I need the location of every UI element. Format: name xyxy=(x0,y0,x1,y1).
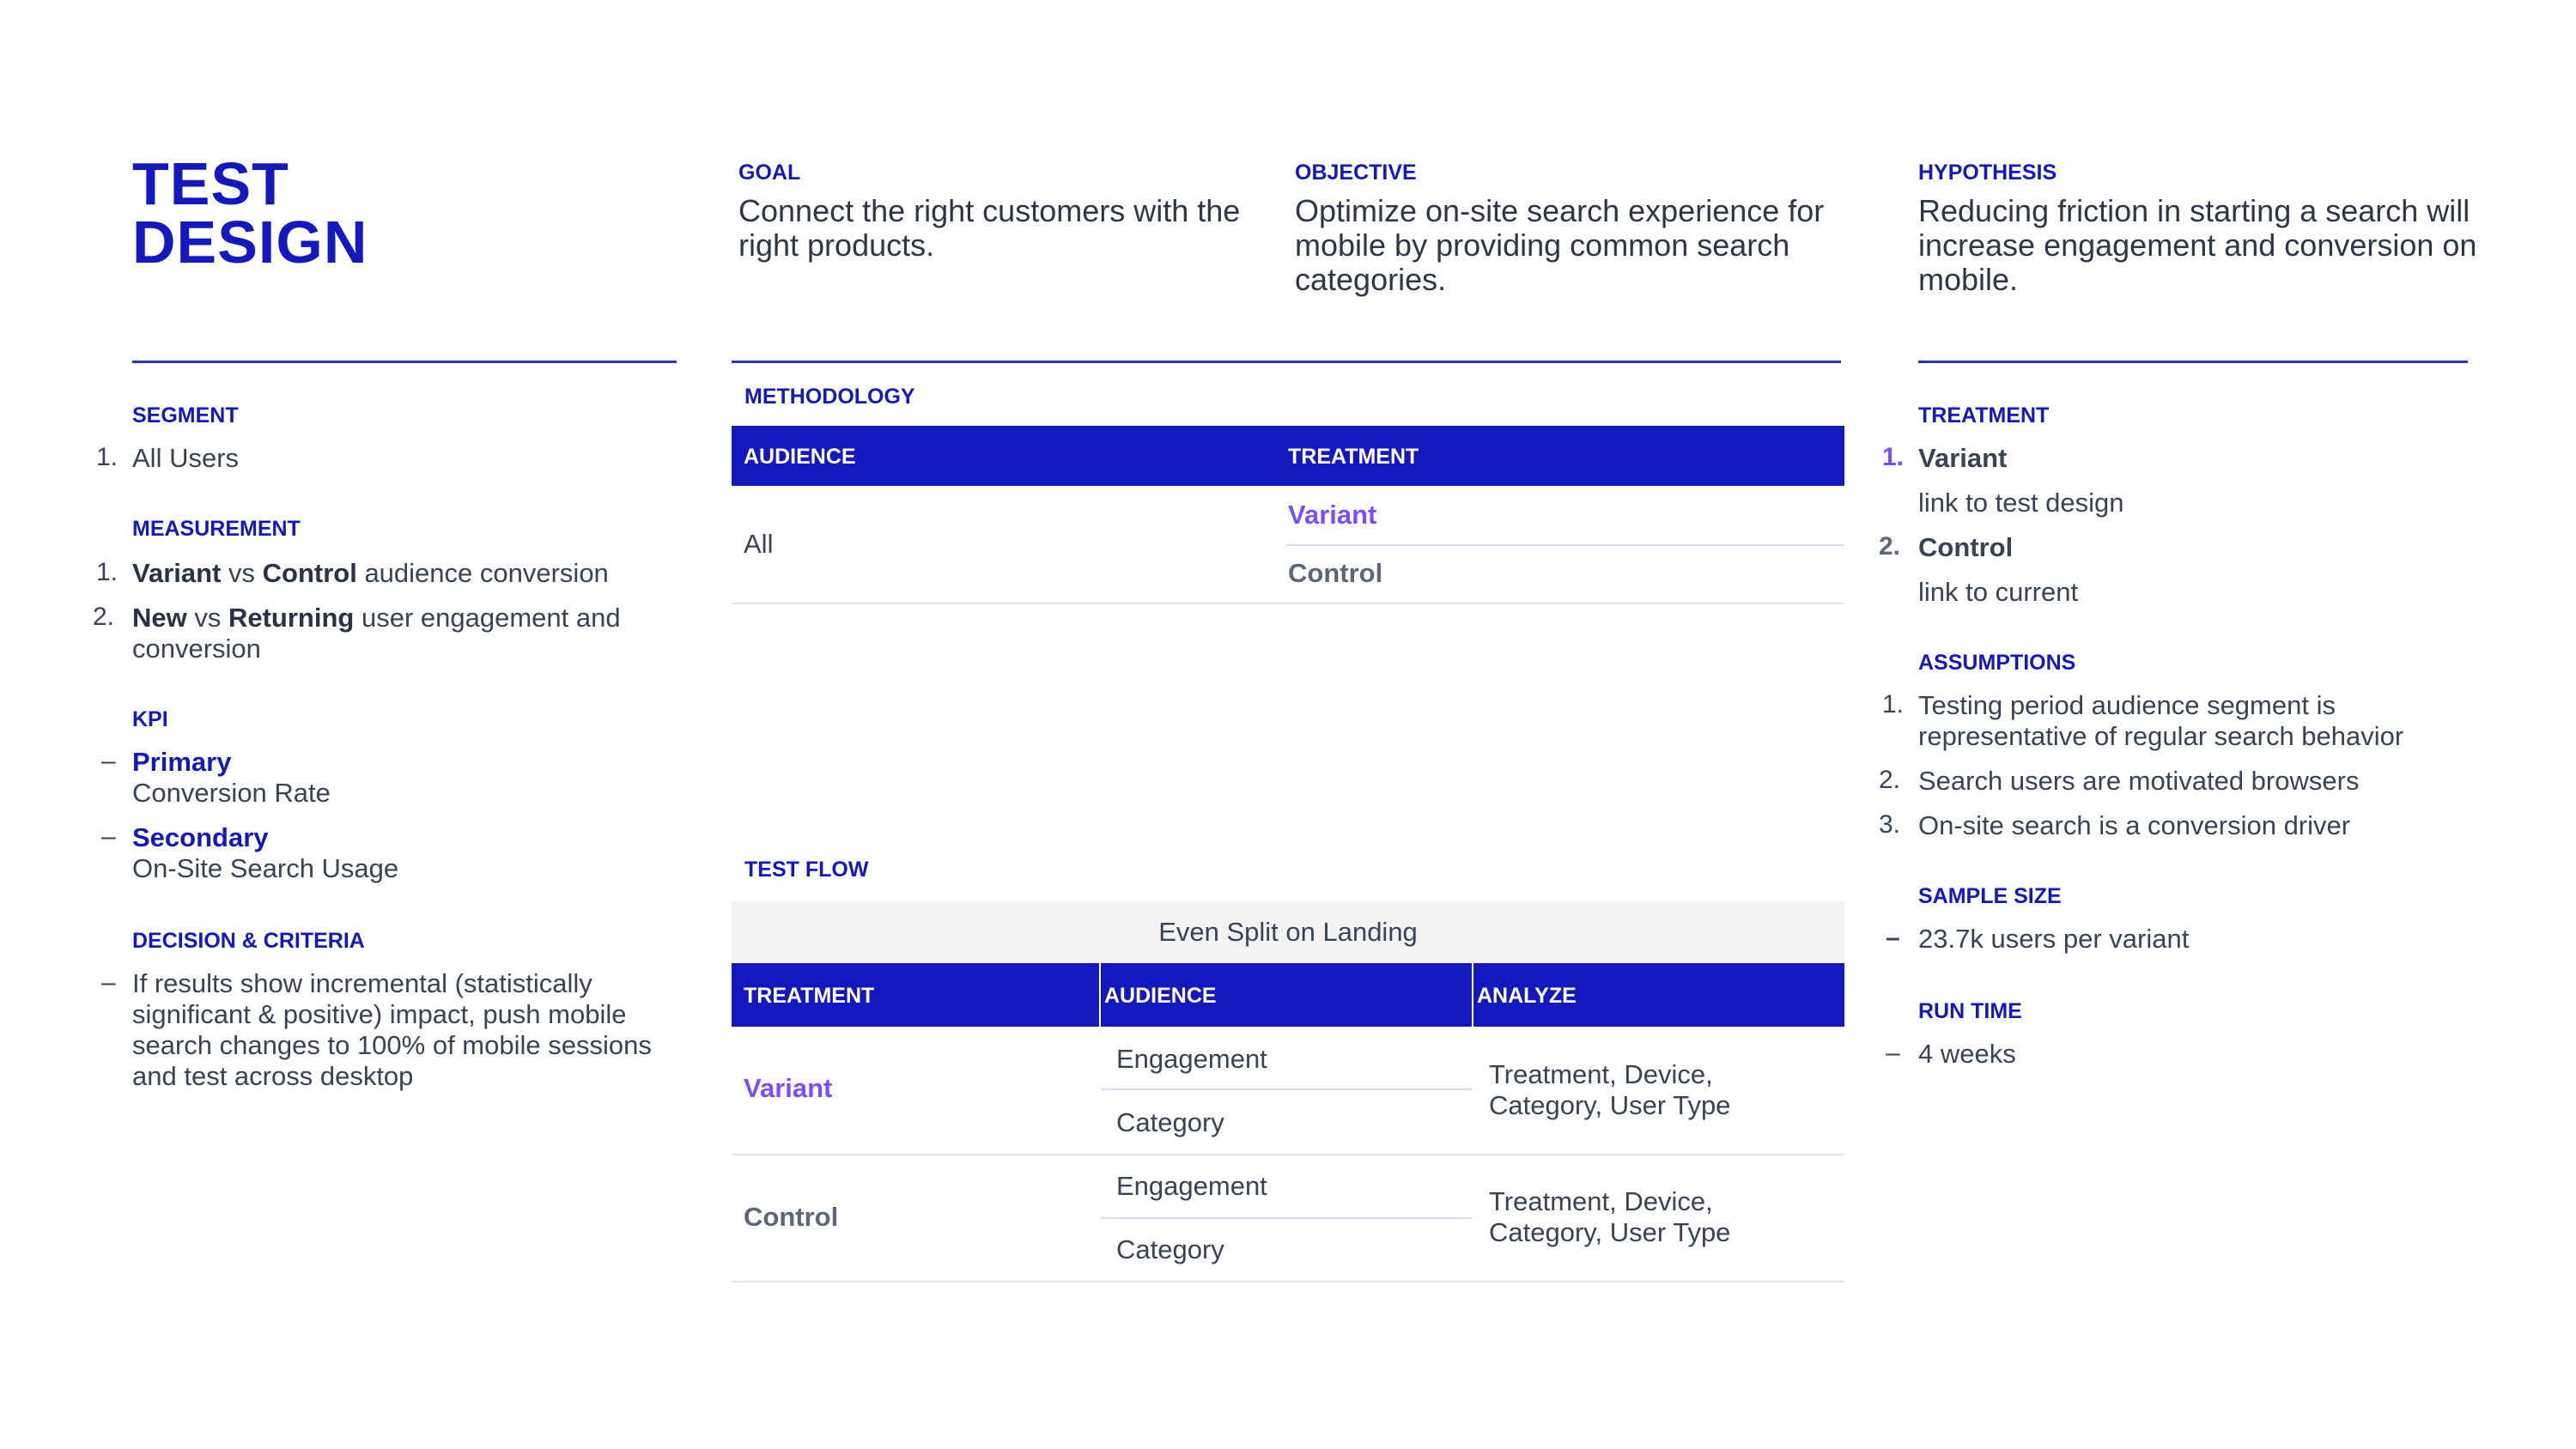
test-flow-treatment-control: Control xyxy=(744,1202,839,1232)
test-flow-header-audience: AUDIENCE xyxy=(1104,984,1217,1008)
treatment-label: TREATMENT xyxy=(1918,403,2050,427)
test-flow-header-treatment: TREATMENT xyxy=(744,984,875,1008)
sample-size-value: 23.7k users per variant xyxy=(1918,924,2190,954)
test-flow-label: TEST FLOW xyxy=(744,858,869,882)
hypothesis-label: HYPOTHESIS xyxy=(1918,161,2057,185)
list-number: 1. xyxy=(96,558,118,586)
treatment-control: Control xyxy=(1918,532,2014,562)
objective-text: Optimize on-site search experience for mobile by providing common search categories. xyxy=(1295,193,1825,297)
decision-text: If results show incremental (statistically significant & positive) impact, push mobile search changes to 100% of mobile sessions and test across desktop xyxy=(132,968,652,1091)
divider-right xyxy=(1918,361,2468,363)
test-flow-analyze: Treatment, Device, Category, User Type xyxy=(1489,1059,1731,1120)
test-flow-header-row xyxy=(732,963,1844,1027)
segment-item: All Users xyxy=(132,443,240,473)
test-flow-header-analyze: ANALYZE xyxy=(1477,984,1577,1008)
assumption-item: On-site search is a conversion driver xyxy=(1918,810,2351,840)
list-number: 1. xyxy=(1882,690,1905,718)
list-number: 2. xyxy=(1879,766,1901,794)
methodology-table xyxy=(732,426,1844,606)
kpi-secondary-value: On-Site Search Usage xyxy=(132,853,399,883)
dash-marker: – xyxy=(1886,924,1900,952)
list-number: 1. xyxy=(96,443,118,471)
methodology-treatment-control: Control xyxy=(1288,558,1383,588)
decision-label: DECISION & CRITERIA xyxy=(132,929,365,953)
header-divider xyxy=(1472,963,1473,1027)
dash-marker: – xyxy=(1886,1039,1900,1067)
goal-label: GOAL xyxy=(738,161,801,185)
measurement-item-2: New vs Returning user engagement and conversion xyxy=(132,603,621,664)
test-flow-table xyxy=(732,901,1844,1288)
test-flow-audience: Engagement xyxy=(1116,1044,1267,1074)
test-flow-analyze: Treatment, Device, Category, User Type xyxy=(1489,1186,1731,1247)
methodology-treatment-variant: Variant xyxy=(1288,500,1377,530)
assumption-item: Search users are motivated browsers xyxy=(1918,766,2360,796)
goal-text: Connect the right customers with the right products. xyxy=(738,193,1241,263)
test-flow-audience: Category xyxy=(1116,1234,1224,1264)
objective-label: OBJECTIVE xyxy=(1295,161,1417,185)
row-divider xyxy=(1101,1088,1472,1090)
assumption-item: Testing period audience segment is representative of regular search behavior xyxy=(1918,690,2404,751)
row-divider xyxy=(1286,544,1844,546)
methodology-header-row xyxy=(732,426,1844,486)
run-time-value: 4 weeks xyxy=(1918,1039,2016,1069)
sample-size-label: SAMPLE SIZE xyxy=(1918,884,2062,908)
kpi-secondary-name: Secondary xyxy=(132,822,269,852)
methodology-audience-cell: All xyxy=(744,529,774,559)
header-divider xyxy=(1099,963,1101,1027)
test-flow-audience: Category xyxy=(1116,1107,1224,1137)
row-divider xyxy=(732,1281,1844,1282)
kpi-primary-name: Primary xyxy=(132,747,232,777)
row-divider xyxy=(732,1154,1844,1155)
list-number: 2. xyxy=(1879,532,1901,561)
assumptions-label: ASSUMPTIONS xyxy=(1918,651,2076,675)
treatment-variant: Variant xyxy=(1918,443,2008,473)
test-flow-treatment-variant: Variant xyxy=(744,1073,833,1103)
hypothesis-text: Reducing friction in starting a search will increase engagement and conversion on mobile. xyxy=(1918,193,2477,297)
list-number: 3. xyxy=(1879,810,1901,839)
methodology-label: METHODOLOGY xyxy=(744,385,915,409)
list-number: 2. xyxy=(93,603,115,631)
segment-label: SEGMENT xyxy=(132,403,239,427)
measurement-label: MEASUREMENT xyxy=(132,517,301,541)
kpi-primary-value: Conversion Rate xyxy=(132,778,331,808)
list-number: 1. xyxy=(1882,443,1905,471)
test-flow-audience: Engagement xyxy=(1116,1171,1267,1201)
row-divider xyxy=(732,603,1844,604)
row-divider xyxy=(1101,1217,1472,1219)
dash-marker: – xyxy=(101,822,116,851)
dash-marker: – xyxy=(101,747,116,775)
divider-middle xyxy=(732,361,1841,363)
methodology-header-treatment: TREATMENT xyxy=(1288,445,1419,469)
kpi-label: KPI xyxy=(132,707,168,731)
divider-left xyxy=(132,361,677,363)
test-flow-banner xyxy=(732,901,1844,963)
treatment-variant-link[interactable]: link to test design xyxy=(1918,488,2124,518)
test-flow-banner-text: Even Split on Landing xyxy=(1158,917,1418,947)
treatment-control-link[interactable]: link to current xyxy=(1918,577,2079,607)
methodology-header-audience: AUDIENCE xyxy=(744,445,856,469)
page-title: TEST DESIGN xyxy=(132,150,368,276)
measurement-item-1: Variant vs Control audience conversion xyxy=(132,558,609,588)
run-time-label: RUN TIME xyxy=(1918,999,2022,1023)
dash-marker: – xyxy=(101,968,116,997)
